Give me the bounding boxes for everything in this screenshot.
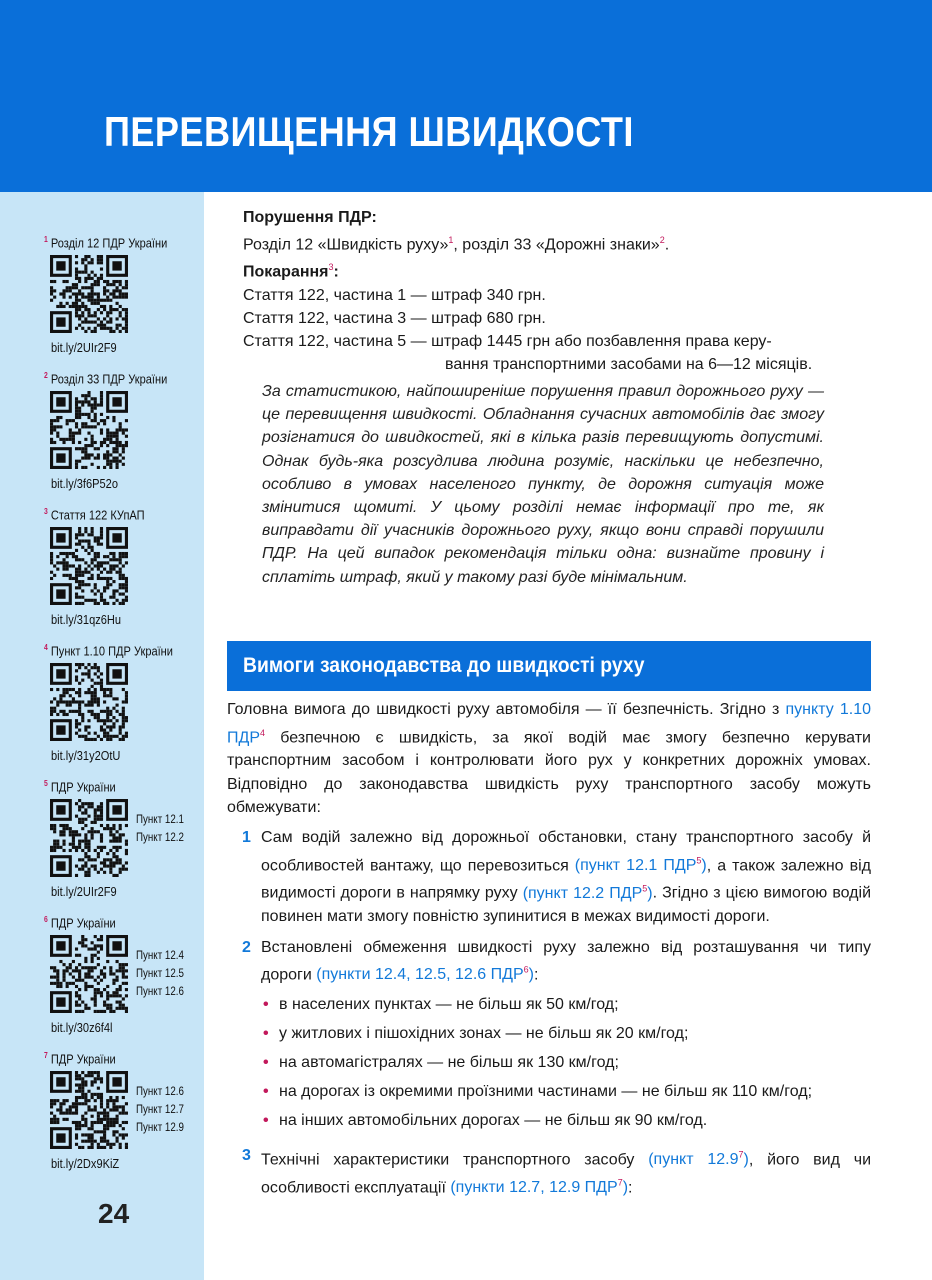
section-title: Вимоги законодавства до швидкості руху [243, 654, 645, 677]
reference-label: Розділ 33 ПДР України [50, 371, 168, 387]
reference-points: Пункт 12.6 Пункт 12.7 Пункт 12.9 [136, 1086, 184, 1134]
fine-line: Стаття 122, частина 1 — штраф 340 грн. [243, 286, 546, 304]
violations-block [243, 206, 883, 376]
page-header [0, 0, 932, 192]
reference-link[interactable]: bit.ly/30z6f4l [51, 1020, 113, 1035]
rule-link[interactable]: (пункт 12.1 ПДР$^5$) [574, 855, 707, 874]
numbered-list [227, 826, 871, 1200]
rule-link[interactable]: пункту 1.10 ПДР [227, 701, 871, 746]
reference-5: $^5$ ПДР України Пункт 12.1 Пункт 12.2 bit.ly/2UIr2F9 [44, 779, 184, 899]
rule-link[interactable]: (пункти 12.7, 12.9 ПДР$^7$) [450, 1177, 629, 1197]
reference-link[interactable]: bit.ly/3f6P52o [51, 476, 118, 491]
reference-1: $^1$ Розділ 12 ПДР України bit.ly/2UIr2F9 [44, 235, 168, 355]
reference-label: ПДР України [50, 1051, 116, 1067]
bullet-item: • на інших автомобільних дорогах — не більш як 90 км/год. [261, 1106, 871, 1135]
reference-label: Стаття 122 КУпАП [50, 507, 145, 523]
list-item-number: 3 [242, 1146, 251, 1164]
reference-7: $^7$ ПДР України Пункт 12.6 Пункт 12.7 Пункт 12.9 bit.ly/2Dx9KiZ [44, 1051, 184, 1171]
bullet-item: • у житлових і пішохідних зонах — не більш як 20 км/год; [261, 1019, 871, 1048]
qr-code-icon[interactable] [50, 1071, 128, 1149]
list-item: 3 Технічні характеристики транспортного засобу (пункт 12.9$^7$), його вид чи особливості експлуатації (пункти 12.7, 12.9 ПДР$^7$): [227, 1144, 871, 1200]
qr-code-icon[interactable] [50, 391, 128, 469]
reference-4: $^4$ Пункт 1.10 ПДР України bit.ly/31y2OtU [44, 643, 173, 763]
reference-3: $^3$ Стаття 122 КУпАП bit.ly/31qz6Hu [44, 507, 145, 627]
page-number: 24 [98, 1198, 130, 1229]
violations-rules: Розділ 12 «Швидкість руху»$^1$, розділ 33 «Дорожні знаки»$^2$. [243, 235, 670, 254]
reference-label: Пункт 1.10 ПДР України [50, 643, 173, 659]
reference-label: Розділ 12 ПДР України [50, 235, 168, 251]
reference-link[interactable]: bit.ly/2UIr2F9 [51, 884, 117, 899]
bullet-icon: • [263, 995, 269, 1013]
rule-link[interactable]: (пункт 12.2 ПДР$^5$) [522, 883, 653, 902]
section-header [227, 641, 871, 691]
rule-link[interactable]: (пункт 12.9$^7$) [648, 1149, 749, 1169]
list-item-number: 2 [242, 938, 251, 956]
reference-link[interactable]: bit.ly/2UIr2F9 [51, 340, 117, 355]
reference-label: ПДР України [50, 779, 116, 795]
reference-6: $^6$ ПДР України Пункт 12.4 Пункт 12.5 Пункт 12.6 bit.ly/30z6f4l [44, 915, 184, 1035]
lead-paragraph: За статистикою, найпоширеніше порушення правил дорожнього руху — це перевищення швидкості. Обладнання сучасних автомобілів дає змогу розігнатися до швидкостей, які в кілька разів перевищують допустимі. Однак будь-яка розсудлива людина розуміє, наскільки це небезпечно, особливо в умовах населеного пункту, де дорожня ситуація може змінитися щомиті. У цьому розділі немає інформації про те, як виправдати дії учасників дорожнього руху, якщо вони справді порушили ПДР. На цей випадок рекомендація тільки одна: визнайте провину і сплатіть штраф, який у такому разі буде мінімальним. [262, 383, 824, 586]
fine-line: Стаття 122, частина 5 — штраф 1445 грн або позбавлення права керу- [243, 332, 772, 350]
reference-link[interactable]: bit.ly/2Dx9KiZ [51, 1156, 120, 1171]
bullet-item: • на автомагістралях — не більш як 130 км/год; [261, 1048, 871, 1077]
reference-points: Пункт 12.1 Пункт 12.2 [136, 814, 184, 844]
bullet-icon: • [263, 1053, 269, 1071]
qr-code-icon[interactable] [50, 799, 128, 877]
qr-code-icon[interactable] [50, 255, 128, 333]
qr-code-icon[interactable] [50, 663, 128, 741]
rule-link[interactable]: (пункти 12.4, 12.5, 12.6 ПДР$^6$) [316, 965, 534, 984]
reference-link[interactable]: bit.ly/31y2OtU [51, 748, 121, 763]
penalty-title: Покарання$^3$: [243, 262, 339, 281]
bullet-icon: • [263, 1024, 269, 1042]
reference-points: Пункт 12.4 Пункт 12.5 Пункт 12.6 [136, 950, 184, 998]
fine-line-continuation: вання транспортними засобами на 6—12 місяців. [445, 355, 813, 373]
bullet-icon: • [263, 1111, 269, 1129]
list-item-number: 1 [242, 829, 251, 846]
reference-link[interactable]: bit.ly/31qz6Hu [51, 612, 122, 627]
reference-2: $^2$ Розділ 33 ПДР України bit.ly/3f6P52o [44, 371, 168, 491]
fine-line: Стаття 122, частина 3 — штраф 680 грн. [243, 309, 546, 327]
reference-label: ПДР України [50, 915, 116, 931]
list-item: 2 Встановлені обмеження швидкості руху залежно від розташування чи типу дороги (пункти 12.4, 12.5, 12.6 ПДР$^6$): • в населених пунктах — не більш як 50 км/год; • у житлових і пішохідних зонах — не більш як 20 км/год; • на автомагістралях — не більш як 130 км/год; • на дорогах із окремими проїзними частинами — не більш як 110 км/год; • на інших автомобільних дорогах — не більш як 90 км/год. [227, 936, 871, 1135]
qr-code-icon[interactable] [50, 527, 128, 605]
list-item: 1 Сам водій залежно від дорожньої обстановки, стану транспортного засобу й особливостей вантажу, що перевозиться (пункт 12.1 ПДР$^5$), а також залежно від видимості дороги в напрямку руху (пункт 12.2 ПДР$^5$). Згідно з цією вимогою водій повинен мати змогу повністю зупинитися в межах видимості дороги. [227, 826, 871, 929]
page-title: ПЕРЕВИЩЕННЯ ШВИДКОСТІ [104, 108, 634, 155]
section-intro: Головна вимога до швидкості руху автомобіля — її безпечність. Згідно з пункту 1.10 ПДР$^4$ безпечною є швидкість, за якої водій має змогу безпечно керувати транспортним засобом і контролювати його рух у конкретних дорожніх умовах. Відповідно до законодавства швидкість руху транспортного засобу можуть обмежувати: [227, 701, 871, 817]
violations-title: Порушення ПДР: [243, 209, 377, 226]
bullet-item: • на дорогах із окремими проїзними частинами — не більш як 110 км/год; [261, 1077, 871, 1106]
bullet-icon: • [263, 1082, 269, 1100]
bullet-item: • в населених пунктах — не більш як 50 км/год; [261, 990, 871, 1019]
sidebar-references [0, 192, 204, 1280]
qr-code-icon[interactable] [50, 935, 128, 1013]
speed-limits-list [261, 990, 871, 1135]
